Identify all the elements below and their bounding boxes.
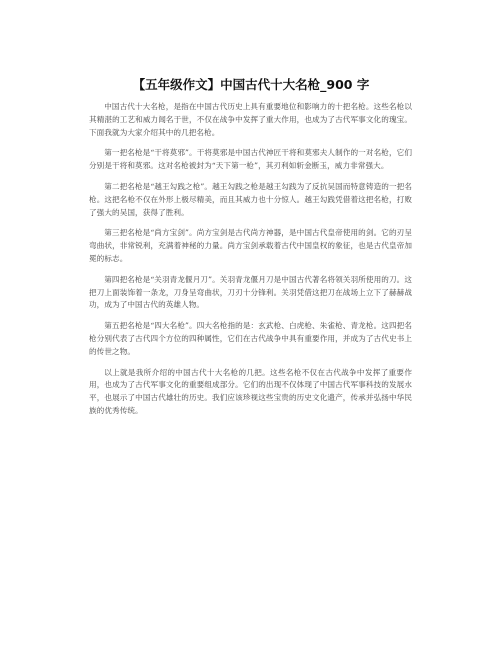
paragraph-fourth-spear: 第四把名枪是“关羽青龙偃月刀”。关羽青龙偃月刀是中国古代著名将领关羽所使用的刀。这把刀上面装饰着一条龙，刀身呈弯曲状，刀刃十分锋利。关羽凭借这把刀在战场上立下了赫赫战功，成为了中国古代的英雄人物。 bbox=[89, 274, 412, 310]
document-title: 【五年级作文】中国古代十大名枪_900 字 bbox=[132, 77, 370, 92]
paragraph-fifth-spear: 第五把名枪是“四大名枪”。四大名枪指的是：玄武枪、白虎枪、朱雀枪、青龙枪。这四把名枪分别代表了古代四个方位的四种属性，它们在古代战争中具有重要作用，并成为了古代史书上的传世之物。 bbox=[89, 321, 412, 356]
paragraph-first-spear: 第一把名枪是“干将莫邪”。干将莫邪是中国古代神匠干将和莫邪夫人制作的一对名枪，它们分别是干将和莫邪。这对名枪被封为“天下第一枪”，其刃利如斩金断玉，威力非常强大。 bbox=[89, 148, 412, 171]
paragraph-conclusion: 以上就是我所介绍的中国古代十大名枪的几把。这些名枪不仅在古代战争中发挥了重要作用，也成为了古代军事文化的重要组成部分。它们的出现不仅体现了中国古代军事科技的发展水平，也展示了中国古代雄壮的历史。我们应该珍视这些宝贵的历史文化遗产，传承并弘扬中华民族的优秀传统。 bbox=[89, 367, 412, 415]
document-body bbox=[89, 101, 412, 426]
paragraph-second-spear: 第二把名枪是“越王勾践之枪”。越王勾践之枪是越王勾践为了反抗吴国而特意铸造的一把名枪。这把名枪不仅在外形上极尽精美，而且其威力也十分惊人。越王勾践凭借着这把名枪，打败了强大的吴国，获得了胜利。 bbox=[89, 181, 412, 217]
paragraph-intro: 中国古代十大名枪，是指在中国古代历史上具有重要地位和影响力的十把名枪。这些名枪以其精湛的工艺和威力闻名于世，不仅在战争中发挥了重大作用，也成为了古代军事文化的瑰宝。下面我就为大家介绍其中的几把名枪。 bbox=[89, 102, 412, 137]
paragraph-third-spear: 第三把名枪是“尚方宝剑”。尚方宝剑是古代尚方神器，是中国古代皇帝使用的剑。它的刃呈弯曲状，非常锐利，充满着神秘的力量。尚方宝剑承载着古代中国皇权的象征，也是古代皇帝加冕的标志。 bbox=[89, 228, 412, 263]
